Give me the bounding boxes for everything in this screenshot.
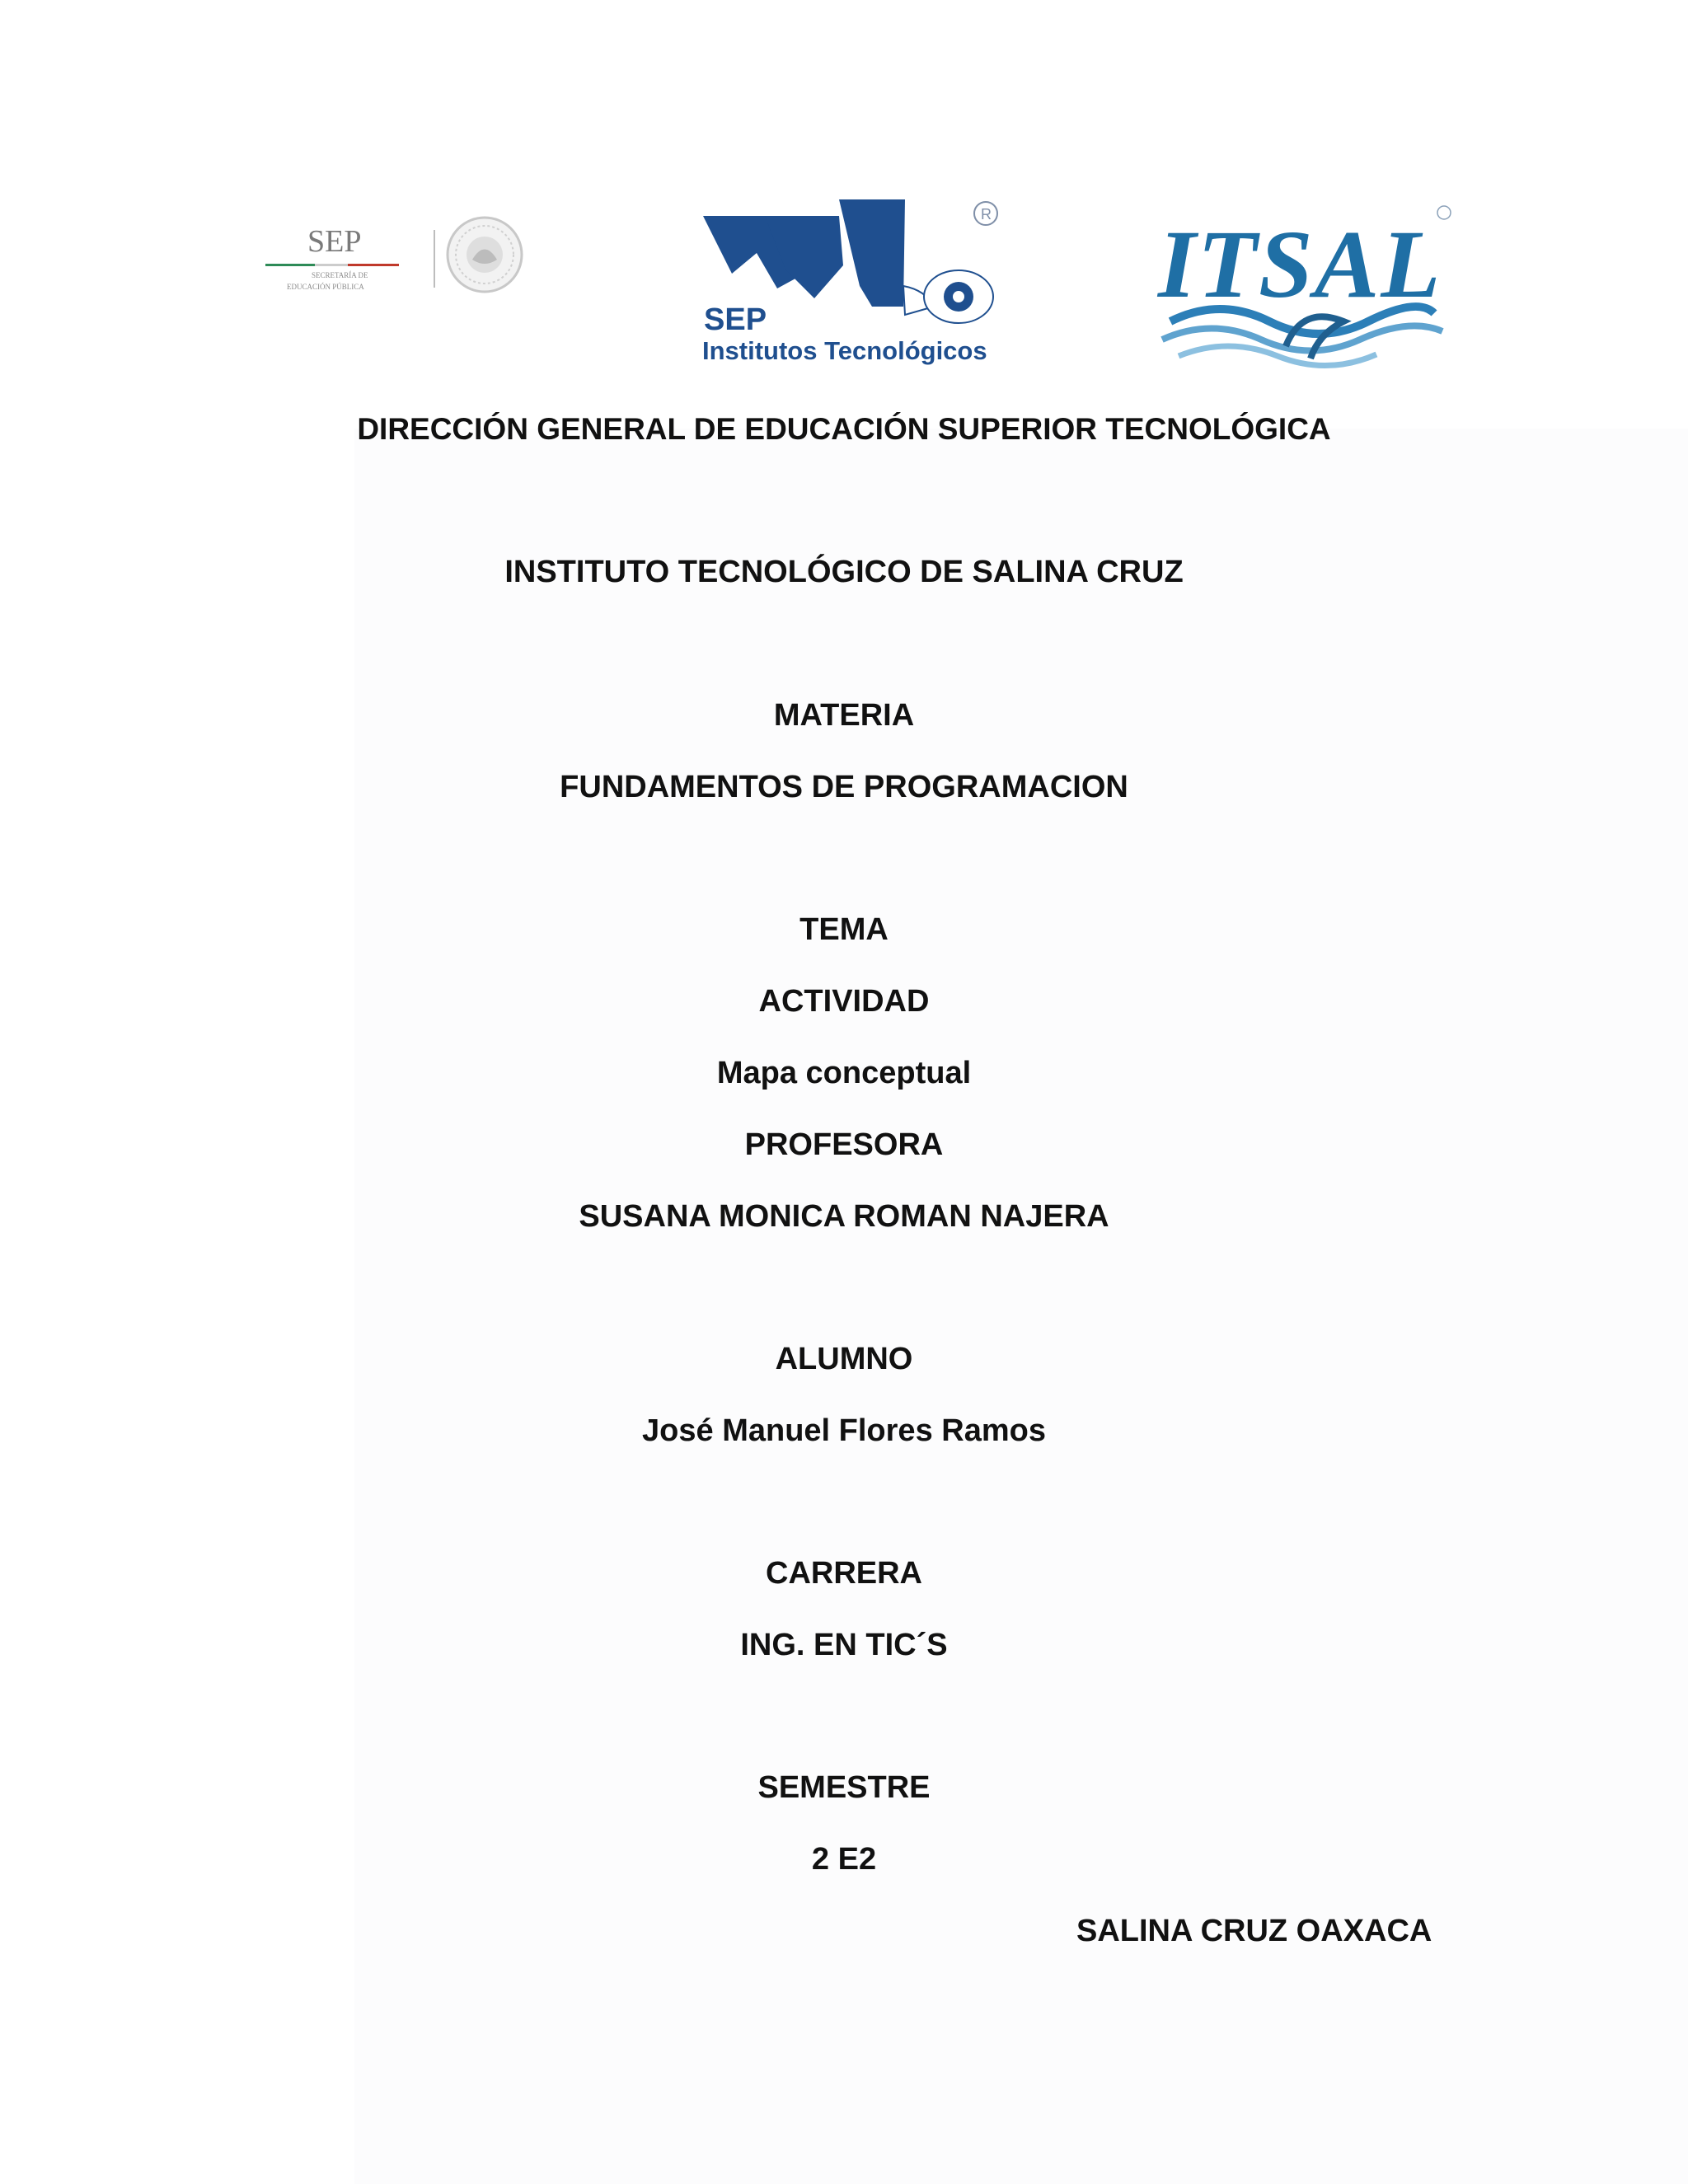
- career-value: ING. EN TIC´S: [740, 1628, 948, 1662]
- registered-mark-icon: [974, 202, 997, 225]
- flag-stripe-green: [265, 264, 315, 266]
- semester-label: SEMESTRE: [757, 1770, 931, 1805]
- location: SALINA CRUZ OAXACA: [1076, 1914, 1432, 1948]
- gear-flower-icon: [924, 270, 993, 323]
- sep-institutos-tecnologicos-logo: [699, 191, 1012, 373]
- header-title: DIRECCIÓN GENERAL DE EDUCACIÓN SUPERIOR TECNOLÓGICA: [357, 412, 1331, 446]
- logo-divider: [434, 230, 435, 288]
- itsal-logo: [1154, 198, 1459, 371]
- teacher-label: PROFESORA: [744, 1127, 944, 1162]
- sep-gov-subtitle-2: EDUCACIÓN PÚBLICA: [287, 283, 364, 291]
- sep-gov-label: SEP: [307, 224, 362, 259]
- subject-value: FUNDAMENTOS DE PROGRAMACION: [560, 770, 1128, 804]
- mexican-seal-icon: [448, 218, 522, 292]
- activity-value: Mapa conceptual: [716, 1056, 972, 1090]
- activity-label: ACTIVIDAD: [758, 984, 930, 1019]
- svg-text:R: R: [981, 206, 992, 223]
- student-label: ALUMNO: [775, 1342, 913, 1376]
- career-label: CARRERA: [766, 1556, 922, 1591]
- sep-gov-subtitle-1: SECRETARÍA DE: [312, 271, 368, 279]
- sep-tec-line1: SEP: [704, 302, 767, 337]
- subject-label: MATERIA: [773, 698, 915, 733]
- itsal-label: ITSAL: [1158, 210, 1442, 318]
- teacher-value: SUSANA MONICA ROMAN NAJERA: [579, 1199, 1109, 1234]
- flag-stripe-white: [315, 264, 348, 266]
- sep-government-logo: [262, 210, 526, 301]
- sep-tec-shape-icon: [703, 199, 934, 315]
- student-value: José Manuel Flores Ramos: [642, 1413, 1046, 1448]
- sep-tec-line2: Institutos Tecnológicos: [702, 336, 987, 365]
- semester-value: 2 E2: [811, 1842, 877, 1877]
- institute-name: INSTITUTO TECNOLÓGICO DE SALINA CRUZ: [504, 555, 1184, 589]
- page-shading: [354, 429, 1688, 2184]
- topic-label: TEMA: [799, 912, 889, 947]
- flag-stripe-red: [348, 264, 399, 266]
